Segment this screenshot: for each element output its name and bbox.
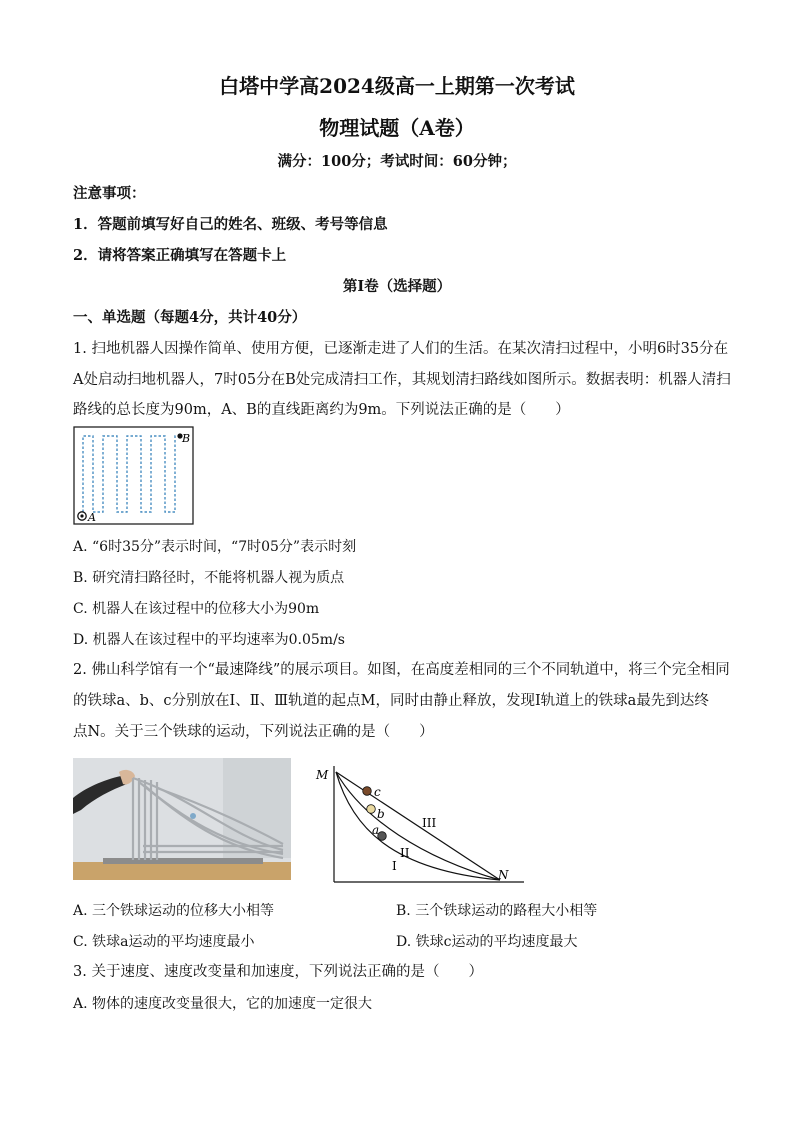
q2-option-c: C. 铁球a运动的平均速度最小 [73, 934, 255, 950]
q1-option-a: A. “6时35分”表示时间，“7时05分”表示时刻 [73, 539, 357, 555]
part-title: 第I卷（选择题） [342, 278, 452, 295]
label-m: M [316, 768, 329, 782]
q2-text-line: 的铁球a、b、c分别放在Ⅰ、Ⅱ、Ⅲ轨道的起点M，同时由静止释放，发现Ⅰ轨道上的铁球a最先到达终 [73, 693, 709, 709]
ball-c [363, 787, 372, 796]
q3-text-line: 3. 关于速度、速度改变量和加速度，下列说法正确的是（ ） [73, 964, 483, 980]
brachistochrone-photo [73, 758, 291, 880]
label-track-1: I [392, 859, 397, 873]
cleaning-route-figure [73, 426, 195, 526]
q2-text-line: 点N。关于三个铁球的运动，下列说法正确的是（ ） [73, 724, 434, 740]
note-item: 1．答题前填写好自己的姓名、班级、考号等信息 [73, 216, 388, 233]
q1-text-line: 1. 扫地机器人因操作简单、使用方便，已逐渐走进了人们的生活。在某次清扫过程中，小明6时35分在 [73, 341, 729, 357]
q1-option-c: C. 机器人在该过程中的位移大小为90m [73, 601, 320, 617]
q2-option-b: B. 三个铁球运动的路程大小相等 [396, 903, 598, 919]
track-3 [336, 772, 500, 880]
robot-icon-center [80, 514, 83, 517]
score-info: 满分：100分；考试时间：60分钟； [277, 153, 517, 170]
notes-heading: 注意事项： [73, 185, 146, 202]
exam-title: 白塔中学高2024级高一上期第一次考试 [219, 74, 575, 98]
label-track-3: III [422, 816, 437, 830]
label-ball-b: b [377, 807, 385, 821]
label-ball-c: c [374, 785, 381, 799]
exam-subtitle: 物理试题（A卷） [319, 116, 475, 140]
label-ball-a: a [372, 823, 380, 837]
photo-table [73, 862, 291, 880]
q2-option-d: D. 铁球c运动的平均速度最大 [396, 934, 578, 950]
q1-option-b: B. 研究清扫路径时，不能将机器人视为质点 [73, 570, 345, 586]
q2-text-line: 2. 佛山科学馆有一个“最速降线”的展示项目。如图，在高度差相同的三个不同轨道中，将三个完全相同 [73, 662, 730, 678]
label-b: B [182, 432, 191, 445]
q1-text-line: A处启动扫地机器人，7时05分在B处完成清扫工作，其规划清扫路线如图所示。数据表明：机器人清扫 [73, 372, 731, 388]
note-item: 2．请将答案正确填写在答题卡上 [73, 247, 287, 264]
track-diagram [312, 758, 528, 886]
q1-text-line: 路线的总长度为90m，A、B的直线距离约为9m。下列说法正确的是（ ） [73, 402, 570, 418]
section-title: 一、单选题（每题4分，共计40分） [73, 309, 307, 326]
label-track-2: II [400, 846, 410, 860]
q2-option-a: A. 三个铁球运动的位移大小相等 [73, 903, 275, 919]
q1-option-d: D. 机器人在该过程中的平均速率为0.05m/s [73, 632, 345, 648]
ball-b [367, 805, 376, 814]
label-n: N [498, 868, 509, 882]
q3-option-a: A. 物体的速度改变量很大，它的加速度一定很大 [73, 996, 373, 1012]
label-a: A [88, 511, 96, 524]
